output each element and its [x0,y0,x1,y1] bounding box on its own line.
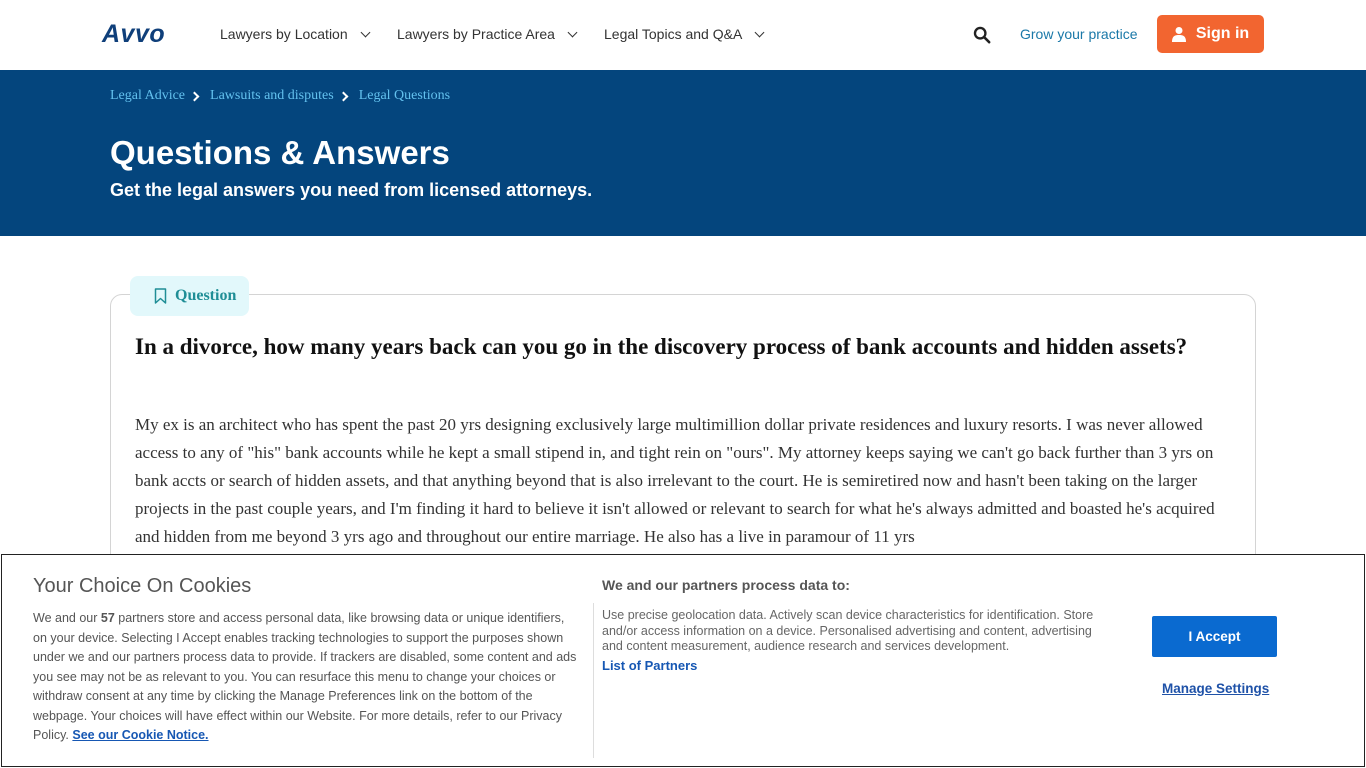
question-badge-label: Question [175,287,237,304]
chevron-right-icon [338,91,348,101]
breadcrumb-legal-questions[interactable]: Legal Questions [358,88,451,103]
breadcrumb-lawsuits-and-disputes[interactable]: Lawsuits and disputes [210,88,334,103]
breadcrumb-legal-advice[interactable]: Legal Advice [110,88,186,103]
nav-label: Legal Topics and Q&A [604,26,743,42]
bookmark-icon [154,288,167,304]
page-title: Questions & Answers [110,134,450,171]
top-navigation [0,0,1366,70]
cookie-notice-link[interactable]: See our Cookie Notice. [72,728,209,742]
search-icon[interactable] [973,26,991,44]
nav-legal-topics[interactable] [604,26,763,42]
nav-label: Lawyers by Location [220,26,348,42]
chevron-down-icon [360,27,370,37]
divider [593,603,594,758]
sign-in-button[interactable] [1157,15,1264,53]
nav-lawyers-by-practice-area[interactable] [397,26,576,42]
list-of-partners-link[interactable]: List of Partners [602,658,698,673]
page-subtitle: Get the legal answers you need from licensed attorneys. [110,180,593,200]
accept-cookies-button[interactable]: I Accept [1152,616,1277,657]
chevron-down-icon [755,27,765,37]
user-icon [1172,26,1186,42]
chevron-down-icon [568,27,578,37]
sign-in-label: Sign in [1195,25,1250,42]
grow-your-practice-link[interactable]: Grow your practice [1020,26,1138,42]
breadcrumb [110,88,450,104]
cookie-text: partners store and access personal data, like browsing data or unique identifiers, on your device. Selecting I Accept enables tracking technologies to support the purposes shown under we and our partners process data to provide. If trackers are disabled, some content and ads you see may not be as relevant to you. You can resurface this menu to change your choices or withdraw consent at any time by clicking the Manage Preferences link on the bottom of the webpage. Your choices will have effect within our Website. For more details, refer to our Privacy Policy. [33,611,577,742]
cookie-banner-title: Your Choice On Cookies [33,575,252,597]
cookie-banner-description [33,609,578,746]
manage-settings-link[interactable]: Manage Settings [1162,681,1270,696]
cookie-consent-banner [1,554,1365,767]
purposes-list: Use precise geolocation data. Actively scan device characteristics for identification. Store and/or access information on a device. Personalised advertising and content, advertising and content measurement, audience research and services development. [602,608,1094,653]
purposes-title: We and our partners process data to: [602,577,850,593]
question-body: My ex is an architect who has spent the past 20 yrs designing exclusively large multimillion dollar private residences and luxury resorts. I was never allowed access to any of "his" bank accounts while he kept a small stipend in, and tight rein on "ours". My attorney keeps saying we can't go back further than 3 yrs on bank accts or search of hidden assets, and that anything beyond that is also irrelevant to the court. He is semiretired now and hasn't been taking on the larger projects in the past couple years, and I'm finding it hard to believe it isn't allowed or relevant to search for what he's always admitted and boasted he's acquired and hidden from me beyond 3 yrs ago and throughout our entire marriage. He also has a live in paramour of 11 yrs [135,415,1215,546]
nav-label: Lawyers by Practice Area [397,26,555,42]
partner-count: 57 [100,611,115,625]
avvo-logo[interactable]: Avvo [102,20,166,48]
cookie-text: We and our [33,611,101,625]
question-title: In a divorce, how many years back can you go in the discovery process of bank accounts and hidden assets? [135,334,1188,359]
question-badge [130,276,249,316]
hero-banner [0,70,1366,236]
chevron-right-icon [190,91,200,101]
nav-lawyers-by-location[interactable] [220,26,369,42]
